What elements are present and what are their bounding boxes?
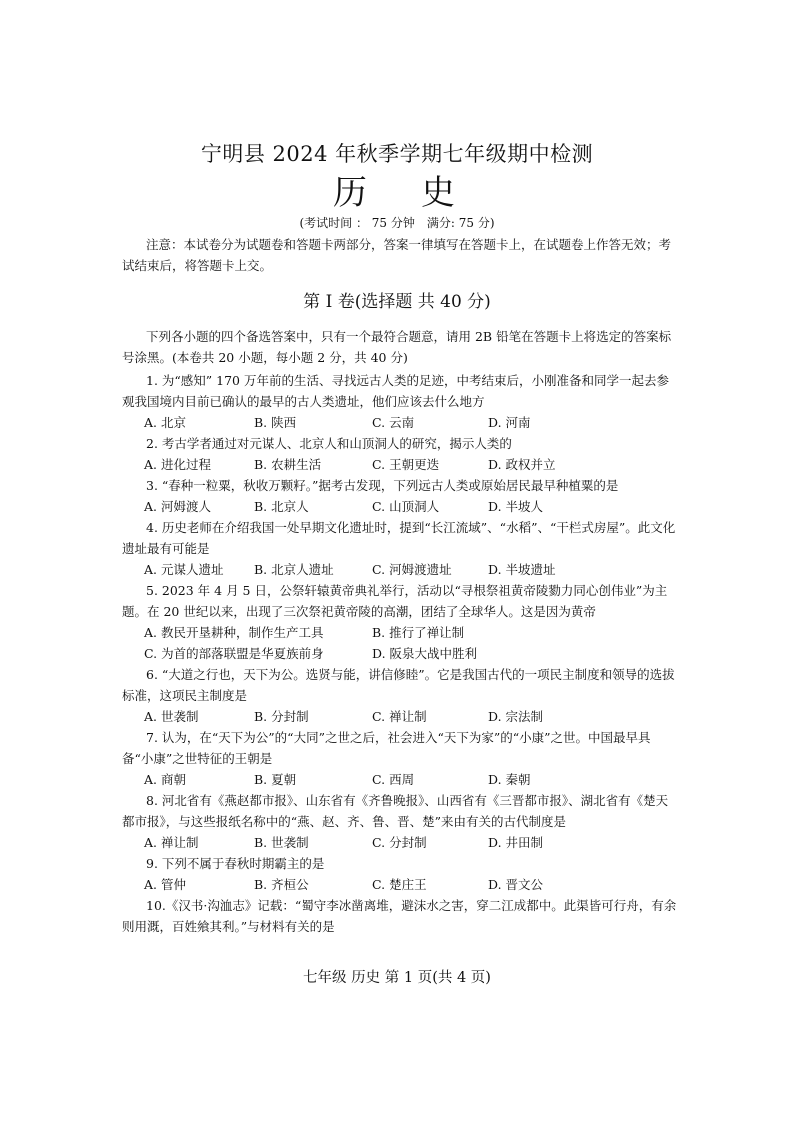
option-d: D. 河南 (488, 415, 531, 430)
question-1 (122, 370, 678, 433)
option-b: B. 北京人 (254, 499, 309, 514)
option-row (122, 769, 678, 790)
option-d: D. 宗法制 (488, 709, 544, 724)
question-stem: 5. 2023 年 4 月 5 日，公祭轩辕黄帝典礼举行，活动以“寻根祭祖黄帝陵勠力同心创伟业”为主题。在 20 世纪以来，出现了三次祭祀黄帝陵的高潮，团结了全球华人。这是因为黄帝 (122, 583, 668, 619)
option-b: B. 陕西 (254, 415, 297, 430)
option-row (122, 622, 678, 643)
option-b: B. 北京人遗址 (254, 562, 334, 577)
subject-title (0, 165, 794, 214)
question-stem: 4. 历史老师在介绍我国一处早期文化遗址时，提到“长江流域”、“水稻”、“干栏式房屋”。此文化遗址最有可能是 (122, 520, 676, 556)
question-stem: 1. 为“感知” 170 万年前的生活、寻找远古人类的足迹，中考结束后，小刚准备和同学一起去参观我国境内目前已确认的最早的古人类遗址，他们应该去什么地方 (122, 373, 669, 409)
subject-char-2: 史 (421, 173, 461, 213)
question-stem: 3. “春种一粒粟，秋收万颗籽。”据考古发现，下列远古人类或原始居民最早种植粟的是 (146, 478, 619, 493)
option-c: C. 禅让制 (372, 709, 427, 724)
question-7 (122, 727, 678, 790)
question-list (122, 370, 678, 937)
option-row (122, 643, 678, 664)
option-a: A. 北京 (144, 415, 186, 430)
option-row (122, 496, 678, 517)
option-a: A. 河姆渡人 (144, 499, 211, 514)
question-stem: 9. 下列不属于春秋时期霸主的是 (146, 856, 325, 871)
question-8 (122, 790, 678, 853)
option-c: C. 云南 (372, 415, 415, 430)
notice-text: 注意：本试卷分为试题卷和答题卡两部分，答案一律填写在答题卡上，在试题卷上作答无效；考试结束后，将答题卡上交。 (122, 237, 672, 273)
option-row (122, 454, 678, 475)
question-stem: 6. “大道之行也，天下为公。选贤与能，讲信修睦”。它是我国古代的一项民主制度和领导的选拔标准，这项民主制度是 (122, 667, 675, 703)
question-stem: 10.《汉书·沟洫志》记载：“蜀守李冰凿离堆，避沫水之害，穿二江成都中。此渠皆可行舟，有余则用溉，百姓飨其利。”与材料有关的是 (122, 898, 677, 934)
exam-info: (考试时间 ： 75 分钟 满分: 75 分) (299, 216, 495, 230)
option-row (122, 832, 678, 853)
question-10 (122, 895, 678, 937)
option-row (122, 874, 678, 895)
question-stem: 8. 河北省有《燕赵都市报》、山东省有《齐鲁晚报》、山西省有《三晋都市报》、湖北省有《楚天都市报》，与这些报纸名称中的“燕、赵、齐、鲁、晋、楚”来由有关的古代制度是 (122, 793, 669, 829)
section-title: 第 I 卷(选择题 共 40 分) (303, 292, 491, 312)
option-a: A. 进化过程 (144, 457, 211, 472)
option-b: B. 齐桓公 (254, 877, 309, 892)
option-d: D. 晋文公 (488, 877, 544, 892)
option-row (122, 412, 678, 433)
question-5 (122, 580, 678, 664)
option-c: C. 分封制 (372, 835, 427, 850)
question-stem: 7. 认为，在“天下为公”的“大同”之世之后，社会进入“天下为家”的“小康”之世。中国最早具备“小康”之世特征的王朝是 (122, 730, 651, 766)
option-a: A. 世袭制 (144, 709, 199, 724)
option-c: C. 楚庄王 (372, 877, 427, 892)
option-a: A. 管仲 (144, 877, 186, 892)
option-d: D. 半坡人 (488, 499, 544, 514)
option-b: B. 夏朝 (254, 772, 297, 787)
option-c: C. 为首的部落联盟是华夏族前身 (144, 646, 324, 661)
option-a: A. 商朝 (144, 772, 186, 787)
option-row (122, 559, 678, 580)
page-footer: 七年级 历史 第 1 页(共 4 页) (303, 970, 491, 986)
option-a: A. 教民开垦耕种，制作生产工具 (144, 625, 324, 640)
exam-title: 宁明县 2024 年秋季学期七年级期中检测 (200, 142, 594, 166)
option-c: C. 西周 (372, 772, 415, 787)
section-instruction: 下列各小题的四个备选答案中，只有一个最符合题意，请用 2B 铅笔在答题卡上将选定的答案标号涂黑。(本卷共 20 小题，每小题 2 分，共 40 分) (122, 329, 672, 365)
option-d: D. 秦朝 (488, 772, 531, 787)
option-d: D. 井田制 (488, 835, 544, 850)
option-b: B. 分封制 (254, 709, 309, 724)
question-9 (122, 853, 678, 895)
option-c: C. 山顶洞人 (372, 499, 440, 514)
option-b: B. 农耕生活 (254, 457, 322, 472)
option-d: D. 半坡遗址 (488, 562, 556, 577)
option-b: B. 世袭制 (254, 835, 309, 850)
option-d: D. 政权并立 (488, 457, 556, 472)
question-2 (122, 433, 678, 475)
question-stem: 2. 考古学者通过对元谋人、北京人和山顶洞人的研究，揭示人类的 (146, 436, 512, 451)
option-b: B. 推行了禅让制 (372, 625, 465, 640)
question-4 (122, 517, 678, 580)
option-d: D. 阪泉大战中胜利 (372, 646, 478, 661)
question-3 (122, 475, 678, 517)
option-row (122, 706, 678, 727)
option-a: A. 禅让制 (144, 835, 199, 850)
question-6 (122, 664, 678, 727)
option-c: C. 河姆渡遗址 (372, 562, 452, 577)
option-c: C. 王朝更迭 (372, 457, 440, 472)
subject-char-1: 历 (333, 173, 373, 213)
option-a: A. 元谋人遗址 (144, 562, 224, 577)
